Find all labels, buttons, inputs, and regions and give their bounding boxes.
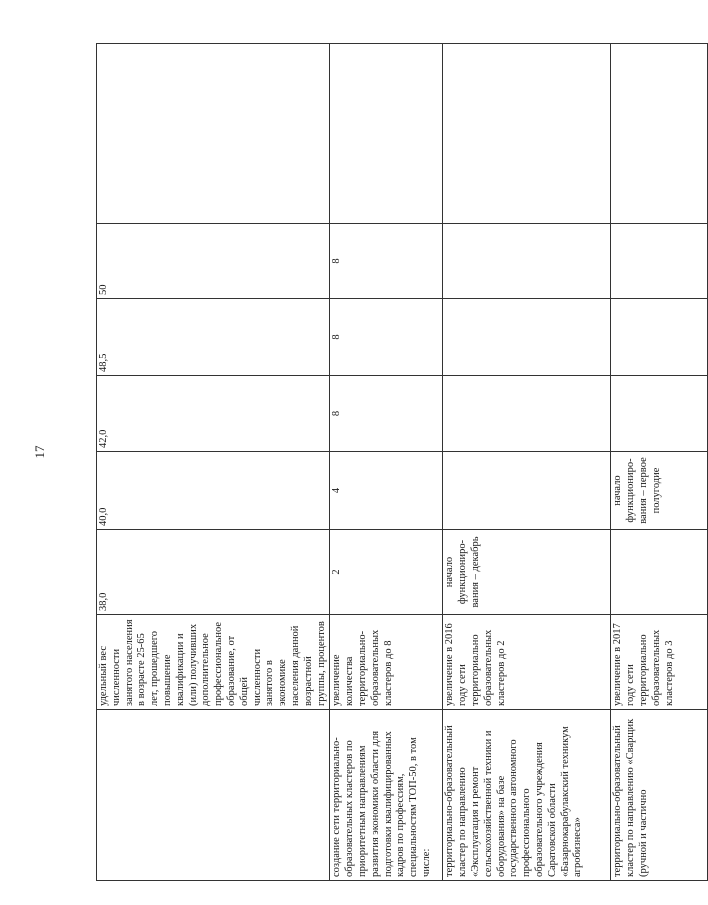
rotated-table-container: [96, 44, 675, 881]
table-cell: 8: [330, 299, 443, 376]
table-cell: увеличение в 2016 году сети территориально образовательных кластеров до 2: [443, 615, 611, 710]
table-cell: [443, 376, 611, 452]
page-number: 17: [32, 445, 47, 459]
table-cell: создание сети территориально-образовательных кластеров по приоритетным направлениям развития экономики области для подготовки квалифицированных кадров по профессиям, специальностям ТОП-50, в том числе:: [330, 710, 443, 881]
table-cell: удельный вес численности занятого населения в возрасте 25-65 лет, прошедшего повышение квалификации и (или) получивших дополнительное профессиональное образование, от общей численности занятого в экономике населения данной возрастной группы, процентов: [97, 615, 330, 710]
table-cell: [97, 710, 330, 881]
table-cell: [611, 44, 708, 224]
table-cell: [611, 530, 708, 615]
table-cell: территориально-образовательный кластер по направлению «Сварщик (ручной и частично: [611, 710, 708, 881]
table-row: [611, 44, 708, 881]
table-cell: [97, 44, 330, 224]
table-row: [330, 44, 443, 881]
table-cell: 2: [330, 530, 443, 615]
table-cell: 4: [330, 452, 443, 530]
table-cell: 40,0: [97, 452, 330, 530]
table-cell: увеличение количества территориально-образовательных кластеров до 8: [330, 615, 443, 710]
table-cell: [443, 44, 611, 224]
table-cell: [611, 224, 708, 299]
table-cell: 50: [97, 224, 330, 299]
table-cell: начало функциониро-вания – декабрь: [443, 530, 611, 615]
table-cell: 42,0: [97, 376, 330, 452]
table-row: [443, 44, 611, 881]
table-cell: начало функциониро-вания – первое полугодие: [611, 452, 708, 530]
table-cell: 48,5: [97, 299, 330, 376]
table-cell: [611, 376, 708, 452]
table-cell: 38,0: [97, 530, 330, 615]
table-cell: территориально-образовательный кластер по направлению «Эксплуатация и ремонт сельскохозяйственной техники и оборудования» на базе государственного автономного профессионального образовательного учреждения Саратовской области «Базарнокарабулакский техникум агробизнеса»: [443, 710, 611, 881]
table-body: [97, 44, 708, 881]
table-row: [97, 44, 330, 881]
table-cell: увеличение в 2017 году сети территориально образовательных кластеров до 3: [611, 615, 708, 710]
table-cell: 8: [330, 376, 443, 452]
table-cell: [443, 224, 611, 299]
table-cell: [443, 299, 611, 376]
table-cell: [330, 44, 443, 224]
data-table: [96, 43, 708, 881]
table-cell: [611, 299, 708, 376]
table-cell: [443, 452, 611, 530]
table-cell: 8: [330, 224, 443, 299]
